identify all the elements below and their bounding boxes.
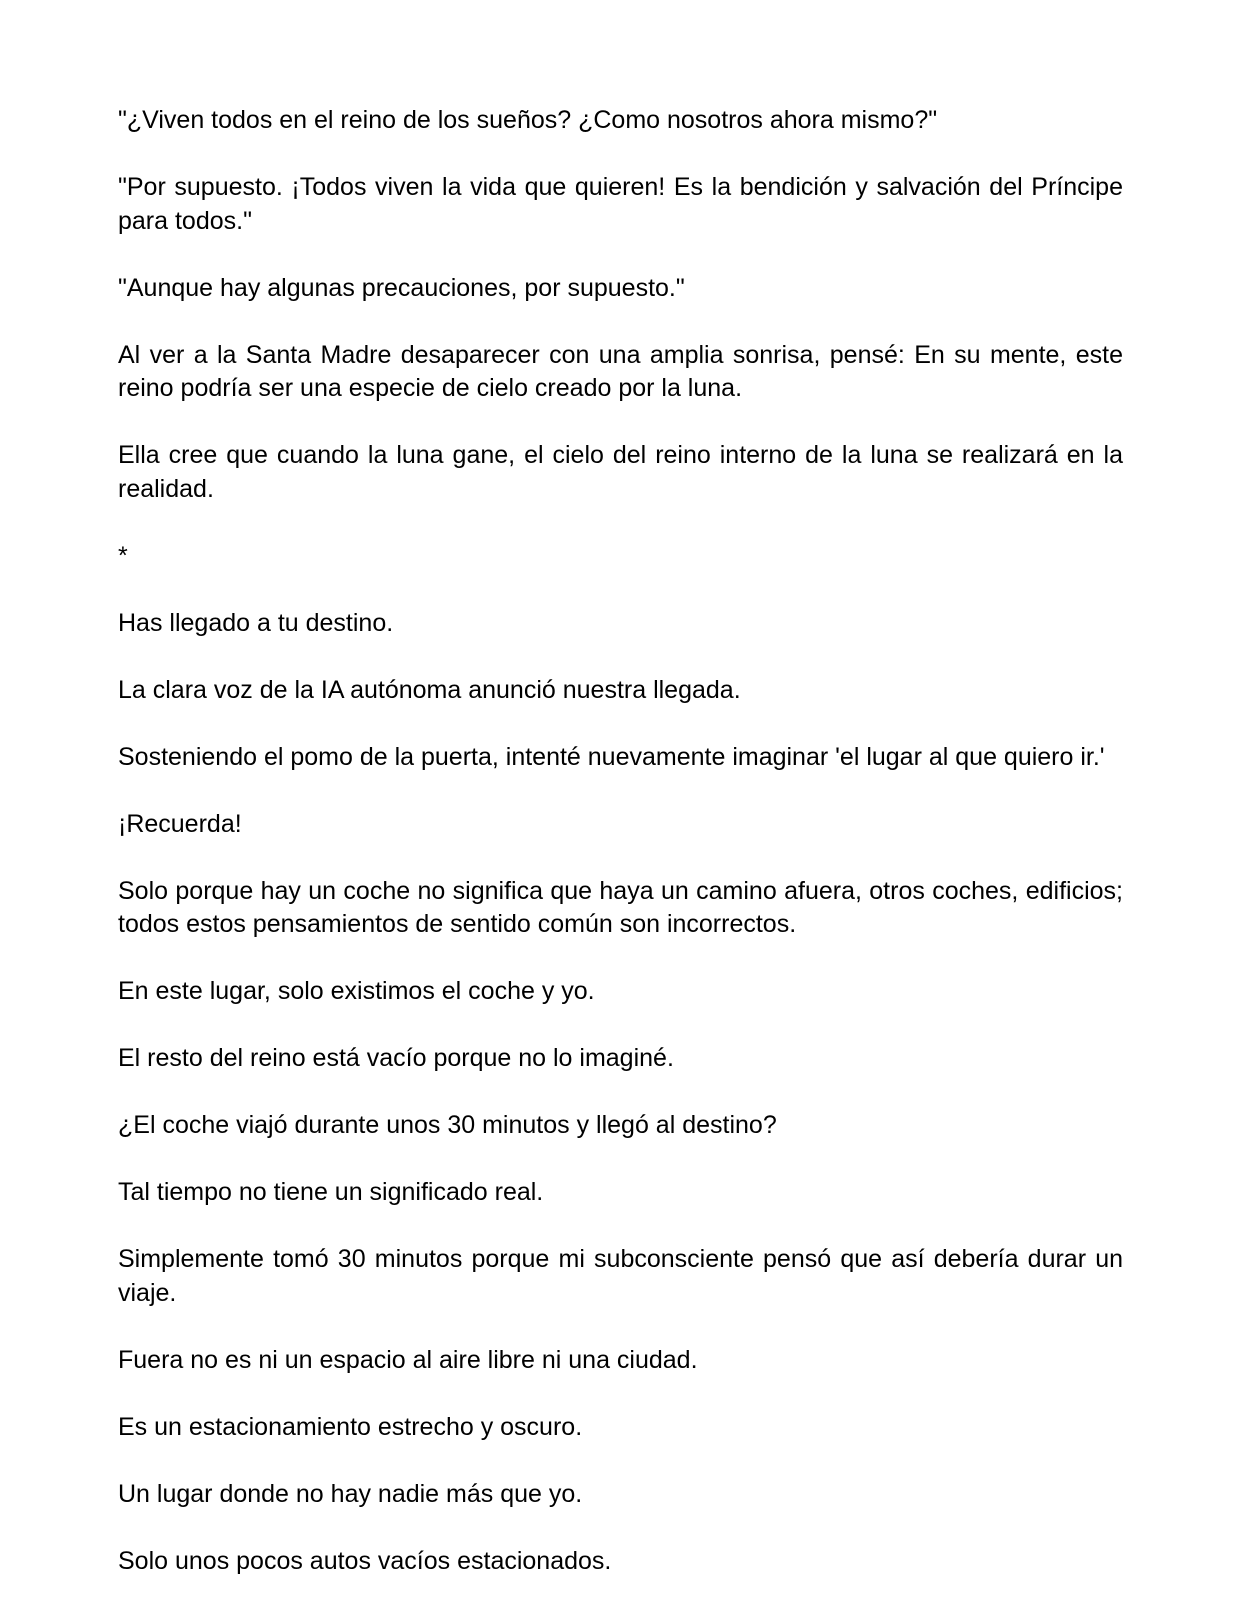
paragraph-4: Al ver a la Santa Madre desaparecer con una amplia sonrisa, pensé: En su mente, este reino podría ser una especie de cielo creado por la luna.: [118, 340, 1123, 402]
paragraph-1: "¿Viven todos en el reino de los sueños? ¿Como nosotros ahora mismo?": [118, 106, 938, 134]
scene-break: *: [118, 541, 128, 570]
paragraph-11: En este lugar, solo existimos el coche y yo.: [118, 977, 595, 1005]
paragraph-18: Un lugar donde no hay nadie más que yo.: [118, 1479, 583, 1508]
paragraph-6: Has llegado a tu destino.: [118, 608, 394, 637]
paragraph-16: Fuera no es ni un espacio al aire libre ni una ciudad.: [118, 1345, 698, 1374]
paragraph-13: ¿El coche viajó durante unos 30 minutos y llegó al destino?: [118, 1111, 777, 1139]
paragraph-5: Ella cree que cuando la luna gane, el cielo del reino interno de la luna se realizará en la realidad.: [118, 441, 1123, 503]
paragraph-7: La clara voz de la IA autónoma anunció nuestra llegada.: [118, 675, 741, 704]
paragraph-15: Simplemente tomó 30 minutos porque mi subconsciente pensó que así debería durar un viaje.: [118, 1245, 1123, 1307]
paragraph-8: Sosteniendo el pomo de la puerta, intenté nuevamente imaginar 'el lugar al que quiero ir.': [118, 742, 1105, 771]
paragraph-17: Es un estacionamiento estrecho y oscuro.: [118, 1412, 583, 1441]
document-page: [118, 104, 1123, 1612]
paragraph-2: "Por supuesto. ¡Todos viven la vida que quieren! Es la bendición y salvación del Príncipe para todos.": [118, 173, 1123, 235]
paragraph-9: ¡Recuerda!: [118, 809, 242, 838]
paragraph-12: El resto del reino está vacío porque no lo imaginé.: [118, 1044, 674, 1072]
paragraph-10: Solo porque hay un coche no significa que haya un camino afuera, otros coches, edificios; todos estos pensamientos de sentido común son incorrectos.: [118, 876, 1123, 938]
paragraph-3: "Aunque hay algunas precauciones, por supuesto.": [118, 273, 685, 302]
paragraph-14: Tal tiempo no tiene un significado real.: [118, 1178, 544, 1206]
paragraph-19: Solo unos pocos autos vacíos estacionados.: [118, 1546, 612, 1575]
